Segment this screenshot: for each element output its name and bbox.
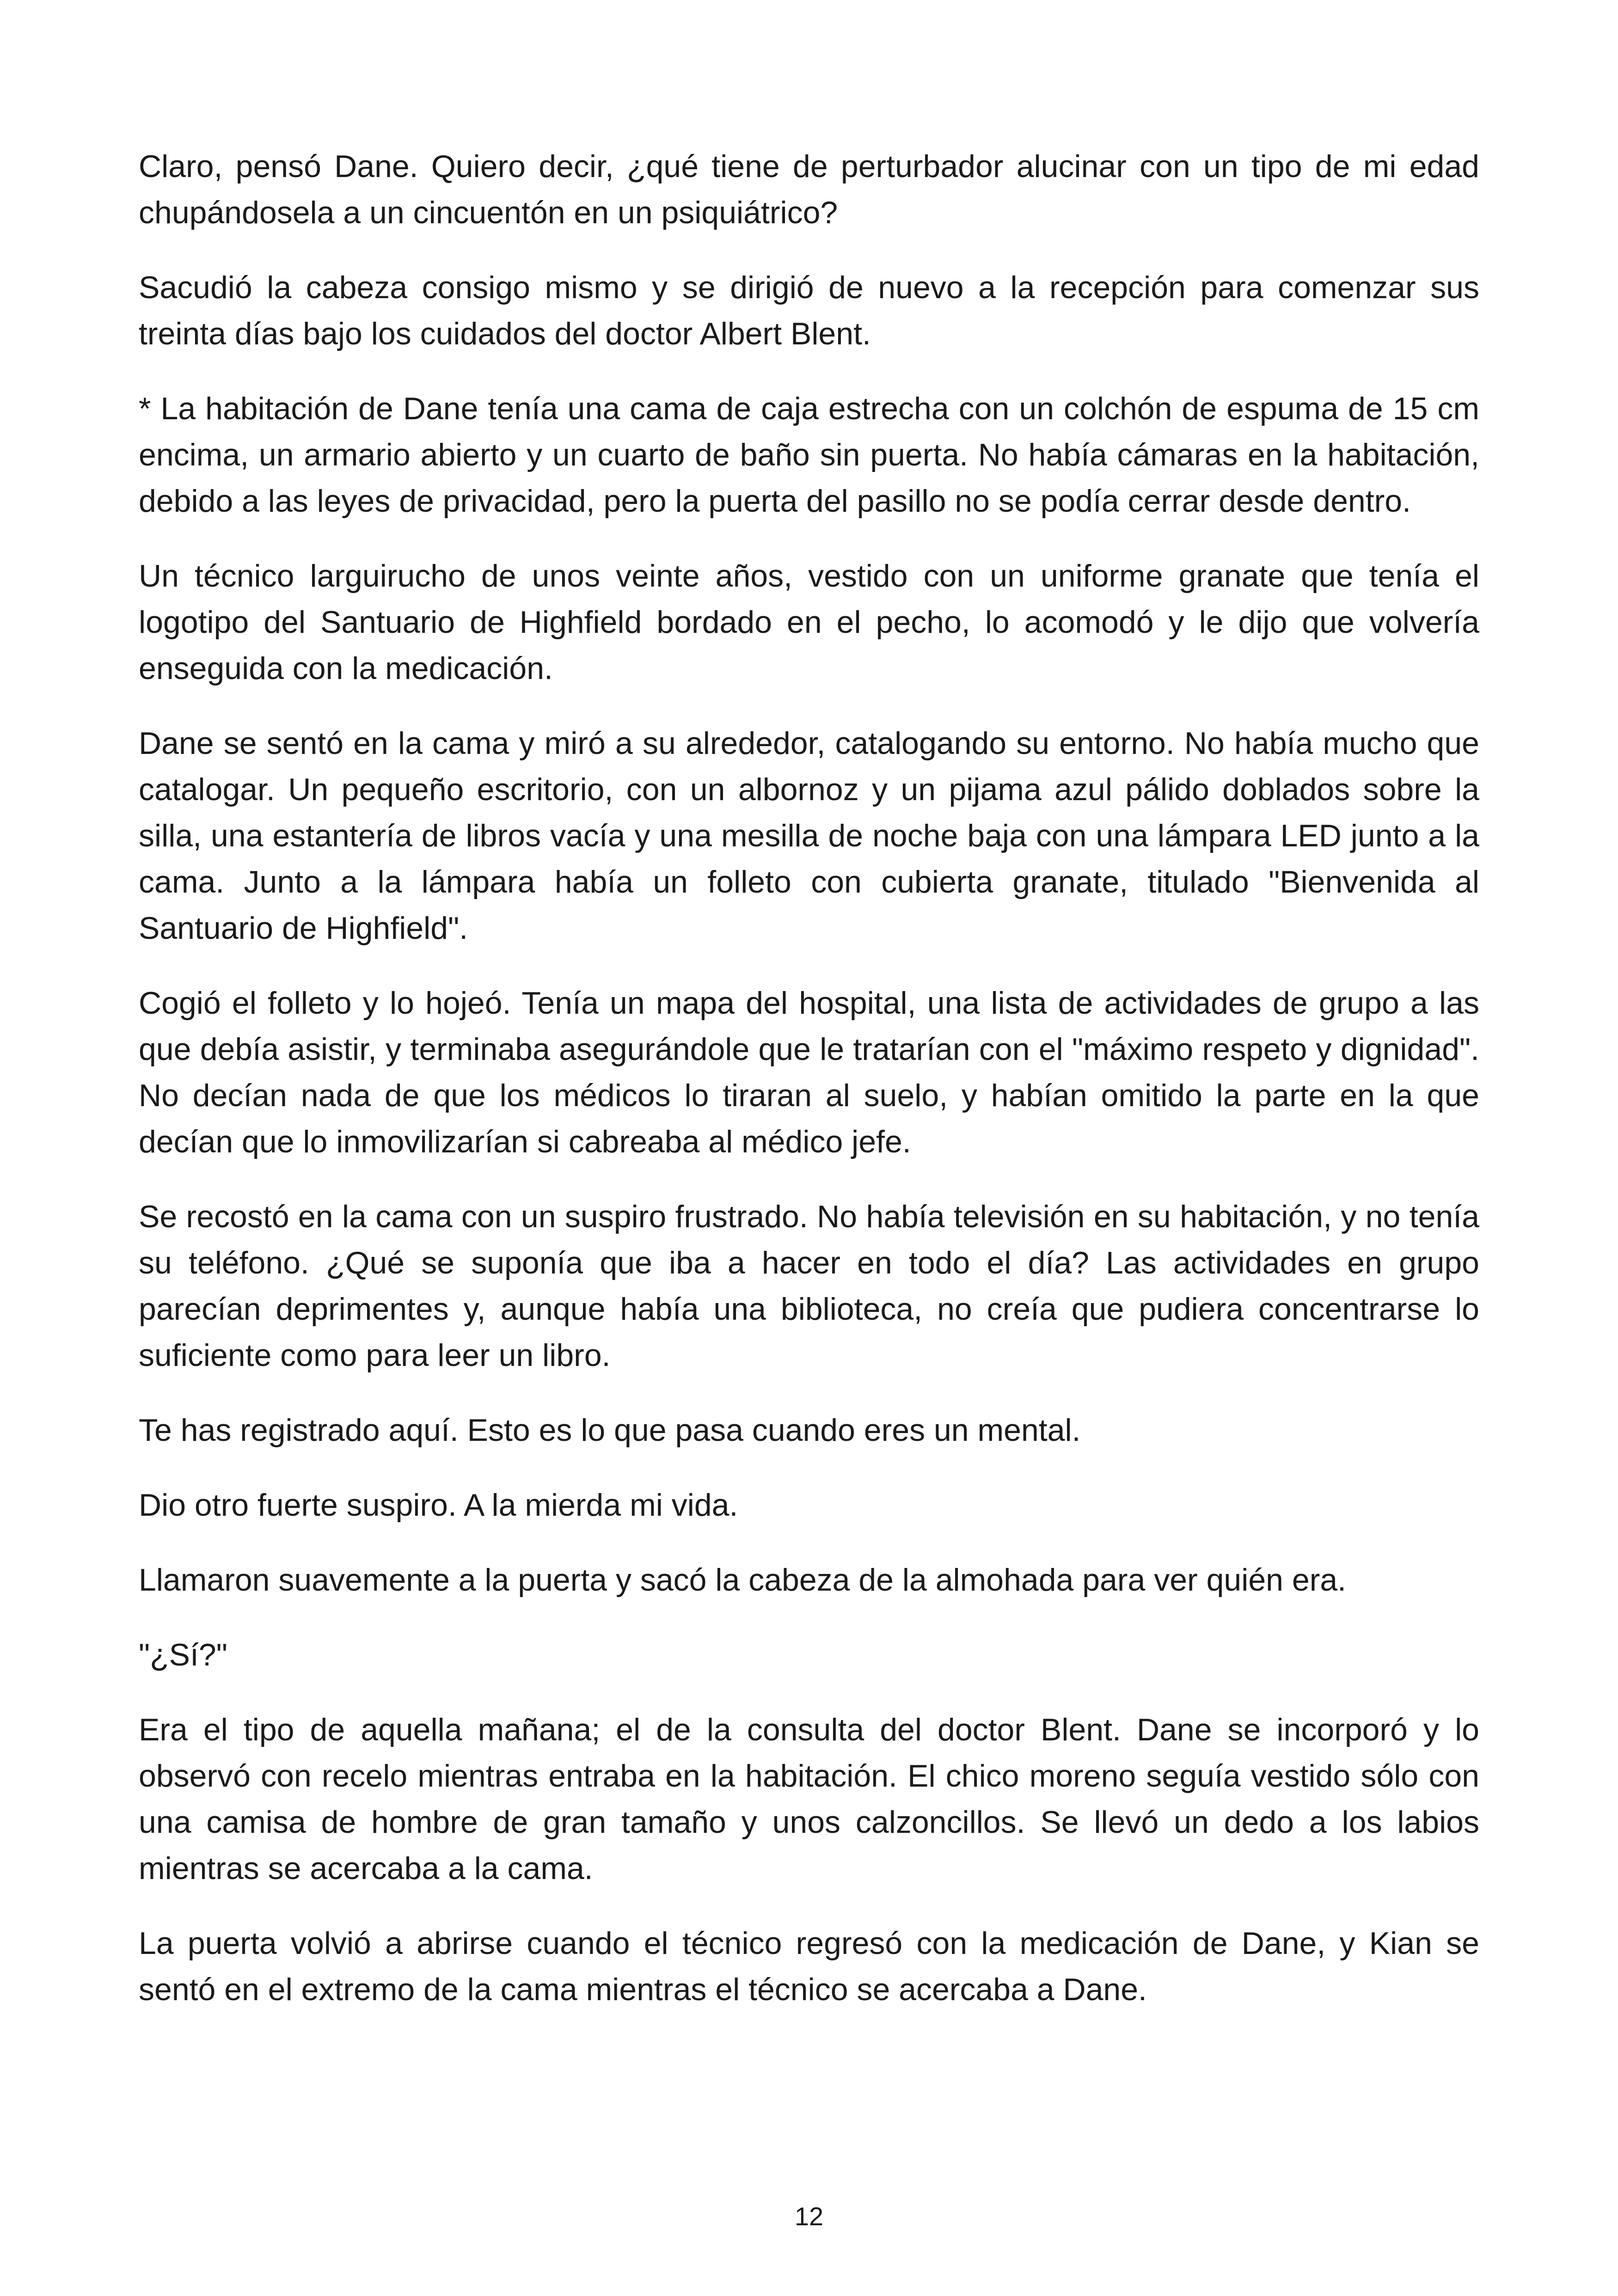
paragraph-5: Dane se sentó en la cama y miró a su alrededor, catalogando su entorno. No había mucho que catalogar. Un pequeño escritorio, con un albornoz y un pijama azul pálido doblados sobre la silla, una estantería de libros vacía y una mesilla de noche baja con una lámpara LED junto a la cama. Junto a la lámpara había un folleto con cubierta granate, titulado "Bienvenida al Santuario de Highfield".	[139, 726, 1479, 946]
paragraph-9: Dio otro fuerte suspiro. A la mierda mi vida.	[139, 1488, 738, 1523]
paragraph-3: * La habitación de Dane tenía una cama de caja estrecha con un colchón de espuma de 15 cm encima, un armario abierto y un cuarto de baño sin puerta. No había cámaras en la habitación, debido a las leyes de privacidad, pero la puerta del pasillo no se podía cerrar desde dentro.	[139, 391, 1479, 519]
paragraph-11: "¿Sí?"	[139, 1637, 227, 1672]
paragraph-10: Llamaron suavemente a la puerta y sacó la cabeza de la almohada para ver quién era.	[139, 1562, 1347, 1598]
paragraph-1: Claro, pensó Dane. Quiero decir, ¿qué tiene de perturbador alucinar con un tipo de mi edad chupándosela a un cincuentón en un psiquiátrico?	[139, 149, 1479, 230]
paragraph-8: Te has registrado aquí. Esto es lo que pasa cuando eres un mental.	[139, 1413, 1081, 1448]
paragraph-12: Era el tipo de aquella mañana; el de la consulta del doctor Blent. Dane se incorporó y lo observó con recelo mientras entraba en la habitación. El chico moreno seguía vestido sólo con una camisa de hombre de gran tamaño y unos calzoncillos. Se llevó un dedo a los labios mientras se acercaba a la cama.	[139, 1712, 1479, 1886]
page-number: 12	[794, 2202, 824, 2231]
paragraph-2: Sacudió la cabeza consigo mismo y se dirigió de nuevo a la recepción para comenzar sus treinta días bajo los cuidados del doctor Albert Blent.	[139, 270, 1479, 351]
paragraph-6: Cogió el folleto y lo hojeó. Tenía un mapa del hospital, una lista de actividades de grupo a las que debía asistir, y terminaba asegurándole que le tratarían con el "máximo respeto y dignidad". No decían nada de que los médicos lo tiraran al suelo, y habían omitido la parte en la que decían que lo inmovilizarían si cabreaba al médico jefe.	[139, 986, 1479, 1159]
page-body	[139, 143, 1479, 2041]
paragraph-4: Un técnico larguirucho de unos veinte años, vestido con un uniforme granate que tenía el logotipo del Santuario de Highfield bordado en el pecho, lo acomodó y le dijo que volvería enseguida con la medicación.	[139, 558, 1479, 686]
paragraph-13: La puerta volvió a abrirse cuando el técnico regresó con la medicación de Dane, y Kian se sentó en el extremo de la cama mientras el técnico se acercaba a Dane.	[139, 1926, 1479, 2007]
paragraph-7: Se recostó en la cama con un suspiro frustrado. No había televisión en su habitación, y no tenía su teléfono. ¿Qué se suponía que iba a hacer en todo el día? Las actividades en grupo parecían deprimentes y, aunque había una biblioteca, no creía que pudiera concentrarse lo suficiente como para leer un libro.	[139, 1199, 1479, 1373]
